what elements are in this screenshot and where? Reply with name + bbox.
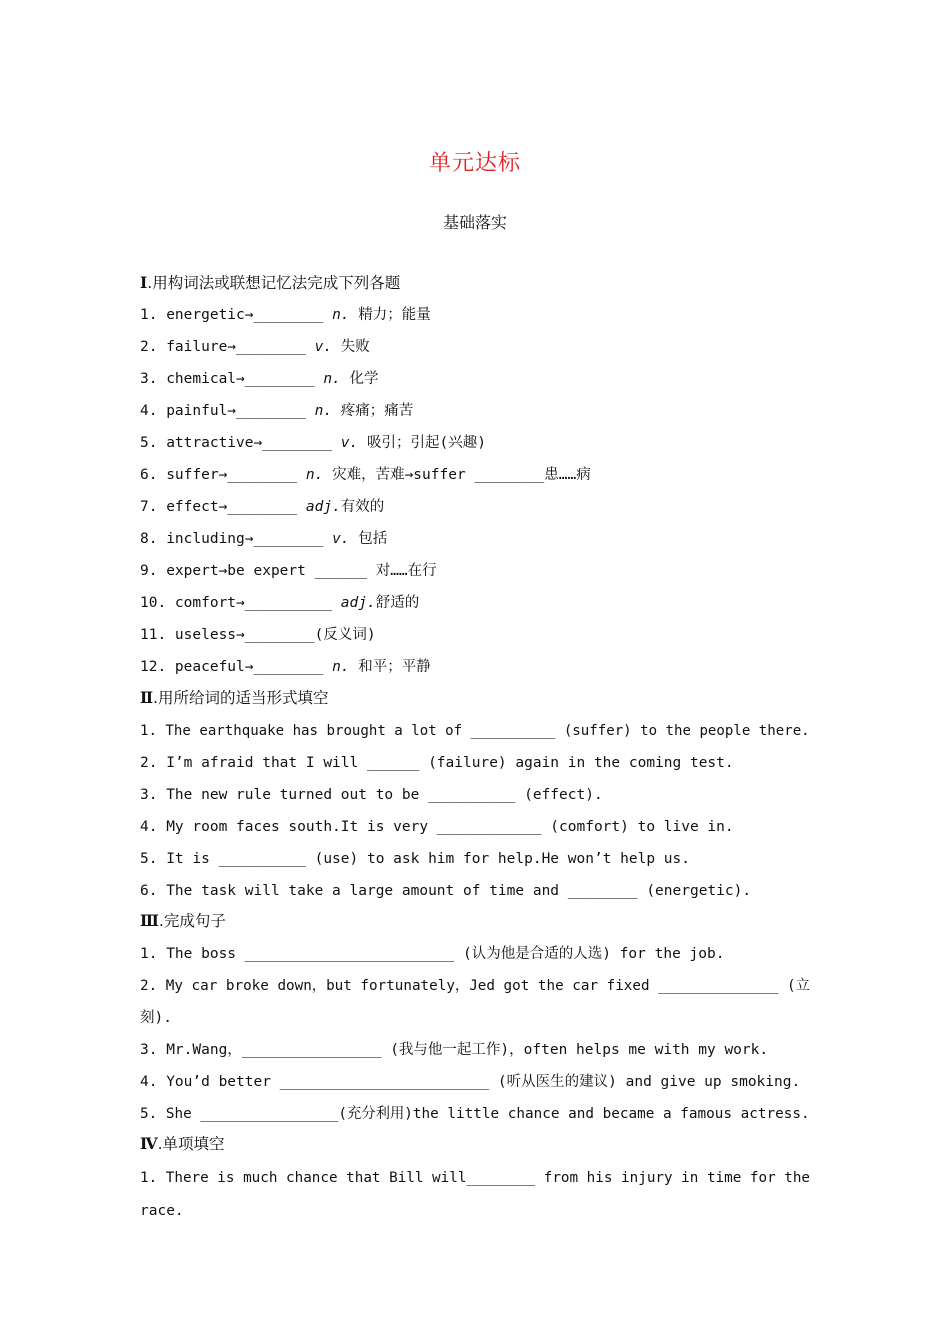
section-1-numeral: Ⅰ — [140, 273, 148, 292]
s1-item-text: 10. comfort→__________ — [140, 595, 341, 611]
s1-item — [140, 593, 810, 613]
s2-item: 5. It is __________ (use) to ask him for help.He won’t help us. — [140, 851, 690, 867]
section-4-heading — [140, 1134, 810, 1154]
s1-item-pos: n. — [332, 307, 350, 323]
s4-item: race. — [140, 1203, 184, 1219]
section-4-title: .单项填空 — [157, 1135, 225, 1153]
section-1-title: .用构词法或联想记忆法完成下列各题 — [147, 274, 401, 292]
s2-item: 1. The earthquake has brought a lot of __________ (suffer) to the people there. — [140, 723, 810, 739]
s1-item — [140, 465, 810, 485]
section-2-heading — [140, 688, 810, 708]
s1-item — [140, 305, 810, 325]
s1-item-text: 5. attractive→________ — [140, 435, 341, 451]
s1-item-text: 1. energetic→________ — [140, 307, 333, 323]
s1-item-meaning: 有效的 — [340, 499, 385, 515]
s1-item-pos: n. — [332, 659, 350, 675]
s1-item-text: 4. painful→________ — [140, 403, 315, 419]
s3-item: 1. The boss ________________________ (认为他是合适的人选) for the job. — [140, 946, 725, 962]
s1-item-text: 8. including→________ — [140, 531, 333, 547]
section-3-numeral: Ⅲ — [140, 911, 159, 930]
s2-item: 2. I’m afraid that I will ______ (failure) again in the coming test. — [140, 755, 734, 771]
s1-item — [140, 401, 810, 421]
s3-item: 2. My car broke down，but fortunately，Jed got the car fixed ______________ (立 — [140, 978, 810, 994]
s1-item-text: 12. peaceful→________ — [140, 659, 333, 675]
s2-item: 3. The new rule turned out to be __________ (effect). — [140, 787, 603, 803]
s1-item-meaning: 疼痛；痛苦 — [332, 403, 414, 419]
s1-item-meaning: 灾难，苦难→suffer ________患……病 — [323, 467, 591, 483]
section-3-heading — [140, 911, 810, 931]
s1-item-meaning: 包括 — [349, 531, 388, 547]
s1-item — [140, 529, 810, 549]
s3-item: 刻). — [140, 1010, 172, 1026]
s1-item-pos: n. — [323, 371, 341, 387]
s1-item-meaning: 精力；能量 — [349, 307, 431, 323]
s3-item: 4. You’d better ________________________ (听从医生的建议) and give up smoking. — [140, 1074, 801, 1090]
s1-item — [140, 369, 810, 389]
s1-item-text: 6. suffer→________ — [140, 467, 306, 483]
s1-item-text: 2. failure→________ — [140, 339, 315, 355]
s1-item-meaning: 失败 — [332, 339, 370, 355]
s1-item — [140, 433, 810, 453]
s1-item — [140, 625, 810, 645]
s1-item-pos: v. — [340, 435, 359, 451]
section-2-numeral: Ⅱ — [140, 688, 154, 707]
s1-item-pos: n. — [305, 467, 324, 483]
section-1-heading — [140, 273, 810, 293]
s1-item-text: 11. useless→________(反义词) — [140, 627, 376, 643]
s1-item-meaning: 化学 — [340, 371, 379, 387]
s1-item — [140, 657, 810, 677]
s1-item-text: 9. expert→be expert ______ 对……在行 — [140, 563, 437, 579]
section-4-numeral: Ⅳ — [140, 1134, 158, 1153]
s1-item-text: 3. chemical→________ — [140, 371, 324, 387]
s1-item-meaning: 和平；平静 — [349, 659, 431, 675]
section-3-title: .完成句子 — [158, 912, 226, 930]
s1-item-pos: n. — [314, 403, 333, 419]
page-subtitle: 基础落实 — [442, 213, 507, 232]
s1-item-pos: v. — [314, 339, 333, 355]
section-2-title: .用所给词的适当形式填空 — [153, 689, 329, 707]
s1-item-pos: v. — [332, 531, 350, 547]
s3-item: 3. Mr.Wang，________________ (我与他一起工作)，often helps me with my work. — [140, 1042, 769, 1058]
s1-item-meaning: 舒适的 — [375, 595, 420, 611]
s1-item-pos: adj. — [305, 499, 341, 515]
s3-item: 5. She ________________(充分利用)the little chance and became a famous actress. — [140, 1106, 810, 1122]
s2-item: 4. My room faces south.It is very ____________ (comfort) to live in. — [140, 819, 734, 835]
page-title: 单元达标 — [428, 151, 521, 176]
s1-item — [140, 561, 810, 581]
s1-item — [140, 337, 810, 357]
s1-item-text: 7. effect→________ — [140, 499, 306, 515]
s1-item-pos: adj. — [340, 595, 376, 611]
s4-item: 1. There is much chance that Bill will________ from his injury in time for the — [140, 1170, 811, 1186]
s1-item — [140, 497, 810, 517]
s2-item: 6. The task will take a large amount of time and ________ (energetic). — [140, 883, 752, 899]
s1-item-meaning: 吸引；引起(兴趣) — [358, 435, 486, 451]
